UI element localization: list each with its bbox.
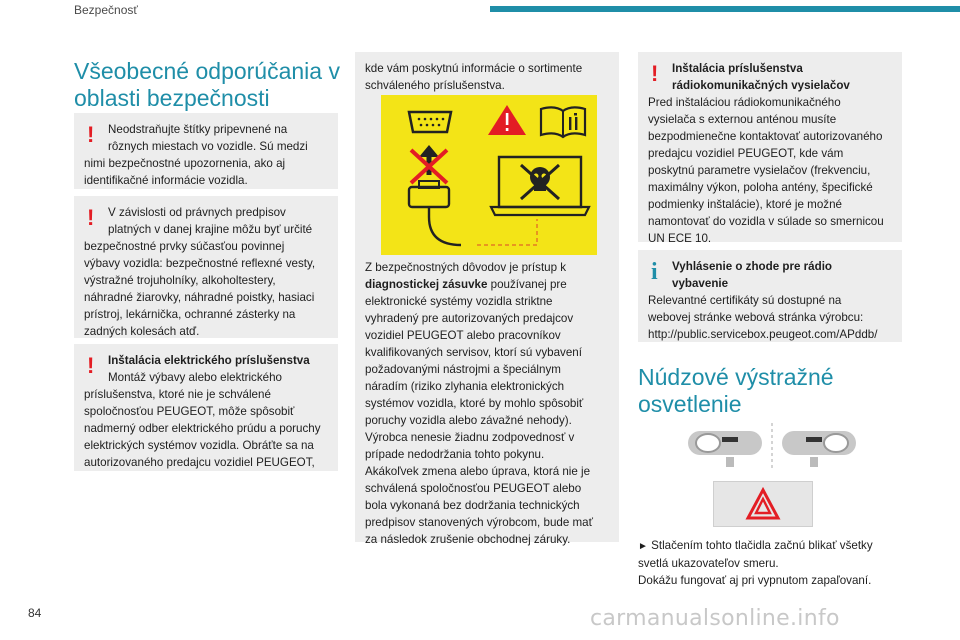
hazard-triangle-icon — [714, 482, 812, 526]
url-text: http://public.servicebox.peugeot.com/APddb/ — [648, 328, 878, 341]
step-arrow-icon: ► — [638, 541, 648, 552]
title-line: oblasti bezpečnosti — [74, 85, 270, 111]
text-line: predpisov stanovených výrobcom, bude mať — [365, 516, 593, 529]
text-line: Dokážu fungovať aj pri vypnutom zapaľovaní. — [638, 574, 872, 587]
box-heading: rádiokomunikačných vysielačov — [672, 79, 850, 92]
text-line: V závislosti od právnych predpisov — [108, 206, 286, 219]
text-line: maximálny výkon, poloha antény, špecifické — [648, 181, 873, 194]
text-line: Akákoľvek zmena alebo úprava, ktorá nie je — [365, 465, 591, 478]
warning-box-radio-transmitters — [638, 52, 902, 245]
dashboard-illustration — [688, 423, 856, 471]
text-line: UN ECE 10. — [648, 232, 712, 245]
text-line — [365, 276, 615, 293]
right-dashboard-steering-icon — [782, 431, 856, 467]
box-heading: Inštalácia elektrického príslušenstva — [108, 354, 310, 367]
text-line: spoločnosťou PEUGEOT, môže spôsobiť — [84, 405, 295, 418]
text-line: namontovať do vozidla v súlade so smernicou — [648, 215, 884, 228]
warning-exclamation-icon: ! — [87, 353, 95, 378]
info-box-radio-conformity — [638, 250, 902, 342]
warning-exclamation-icon: ! — [651, 61, 659, 86]
text-line: platných v danej krajine môžu byť určité — [108, 223, 313, 236]
text-line: schválená spoločnosťou PEUGEOT alebo — [365, 482, 582, 495]
diagnostic-socket-warning-figure — [381, 95, 597, 255]
warning-box-electrical-accessories — [74, 344, 338, 471]
text-line: podmienky inštalácie), ktoré je možné — [648, 198, 842, 211]
header-section-label: Bezpečnosť — [74, 3, 138, 17]
text-line — [638, 537, 908, 555]
hazard-step-text — [638, 537, 908, 589]
text-line: náhradné žiarovky, náhradné poistky, hasiaci — [84, 291, 315, 304]
title-line: osvetlenie — [638, 391, 742, 417]
title-line: Núdzové výstražné — [638, 364, 834, 390]
page-number: 84 — [28, 606, 42, 620]
text-line: zadných kolesách atď. — [84, 325, 200, 338]
text-line: Z bezpečnostných dôvodov je prístup k — [365, 261, 567, 274]
diagnostic-socket-text — [365, 259, 615, 548]
text-line: Pred inštaláciou rádiokomunikačného — [648, 96, 841, 109]
text-line: systémov vozidla, ktoré by mohlo spôsobiť — [365, 397, 584, 410]
text-line: vyhradený pre autorizovaných predajcov — [365, 312, 574, 325]
warning-box-labels — [74, 113, 338, 189]
text-lines — [648, 94, 892, 247]
text-line: požadovanými nástrojmi a špeciálnym — [365, 363, 561, 376]
text-line: nadmerný odber elektrického prúdu a poruchy — [84, 422, 321, 435]
text-line: identifikačné informácie vozidla. — [84, 174, 248, 187]
text-line: prístroj, lekárnička, ochranné zásterky na — [84, 308, 296, 321]
text-line: svetlá ukazovateľov smeru. — [638, 557, 779, 570]
text-fragment: používanej pre — [487, 278, 567, 291]
box-heading: Vyhlásenie o zhode pre rádio — [672, 260, 832, 273]
text-line: príslušenstva, ktoré nie je schválené — [84, 388, 271, 401]
text-line: náradím (riziko zlyhania elektronických — [365, 380, 565, 393]
box-heading: vybavenie — [672, 277, 729, 290]
text-line: kde vám poskytnú informácie o sortimente — [365, 62, 583, 75]
text-line: autorizovaného predajcu vozidiel PEUGEOT, — [84, 456, 315, 469]
text-line: rôznych miestach vo vozidle. Sú medzi — [108, 140, 308, 153]
title-line: Všeobecné odporúčania v — [74, 58, 340, 84]
text-line: elektrických systémov vozidla. Obráťte sa na — [84, 439, 314, 452]
left-dashboard-steering-icon — [688, 431, 762, 467]
text-line: prípade nedodržania tohto pokynu. — [365, 448, 545, 461]
text-line: bezpodmienečne kontaktovať autorizovaného — [648, 130, 883, 143]
hazard-button[interactable] — [713, 481, 813, 527]
text-line: Montáž výbavy alebo elektrického — [108, 371, 282, 384]
text-line: poruchy vozidla alebo závažné nehody). — [365, 414, 572, 427]
watermark: carmanualsonline.info — [590, 606, 840, 631]
section-title-safety — [74, 58, 344, 112]
text-line: Výrobca nenesie žiadnu zodpovednosť v — [365, 431, 575, 444]
figure-background — [381, 95, 597, 255]
diagnostic-socket-term: diagnostickej zásuvke — [365, 278, 488, 291]
warning-exclamation-icon: ! — [87, 122, 95, 147]
section-title-hazard-lights — [638, 364, 908, 418]
warning-exclamation-icon: ! — [87, 205, 95, 230]
text-line: výbavy vozidla: bezpečnostné reflexné vesty, — [84, 257, 316, 270]
warning-box-mandatory-equipment — [74, 196, 338, 338]
box-heading: Inštalácia príslušenstva — [672, 62, 803, 75]
text-lines — [365, 293, 615, 548]
text-line: bola vykonaná bez dodržania technických — [365, 499, 580, 512]
info-i-icon: i — [651, 259, 658, 285]
text-line: za následok zrušenie obchodnej záruky. — [365, 533, 571, 546]
text-line: bezpečnostné prvky súčasťou povinnej — [84, 240, 285, 253]
text-line: Neodstraňujte štítky pripevnené na — [108, 123, 288, 136]
text-line: nimi bezpečnostné upozornenia, ako aj — [84, 157, 286, 170]
text-line: poskytnú parametre vysielačov (frekvenciu, — [648, 164, 871, 177]
text-line: webovej stránke webová stránka výrobcu: — [648, 311, 864, 324]
text-line: vozidiel PEUGEOT alebo pracovníkov — [365, 329, 561, 342]
text-line: Relevantné certifikáty sú dostupné na — [648, 294, 842, 307]
text-line: schváleného príslušenstva. — [365, 79, 505, 92]
text-line: elektronické systémy vozidla striktne — [365, 295, 553, 308]
header-accent-bar — [490, 6, 960, 12]
text-fragment: Stlačením tohto tlačidla začnú blikať všetky — [647, 539, 873, 552]
text-line: predajcu vozidiel PEUGEOT, kde vám — [648, 147, 844, 160]
text-line: vysielača s externou anténou musíte — [648, 113, 837, 126]
text-line: kvalifikovaných servisov, ktorí sú vybavení — [365, 346, 582, 359]
text-line: výstražné trojuholníky, alkoholtestery, — [84, 274, 276, 287]
